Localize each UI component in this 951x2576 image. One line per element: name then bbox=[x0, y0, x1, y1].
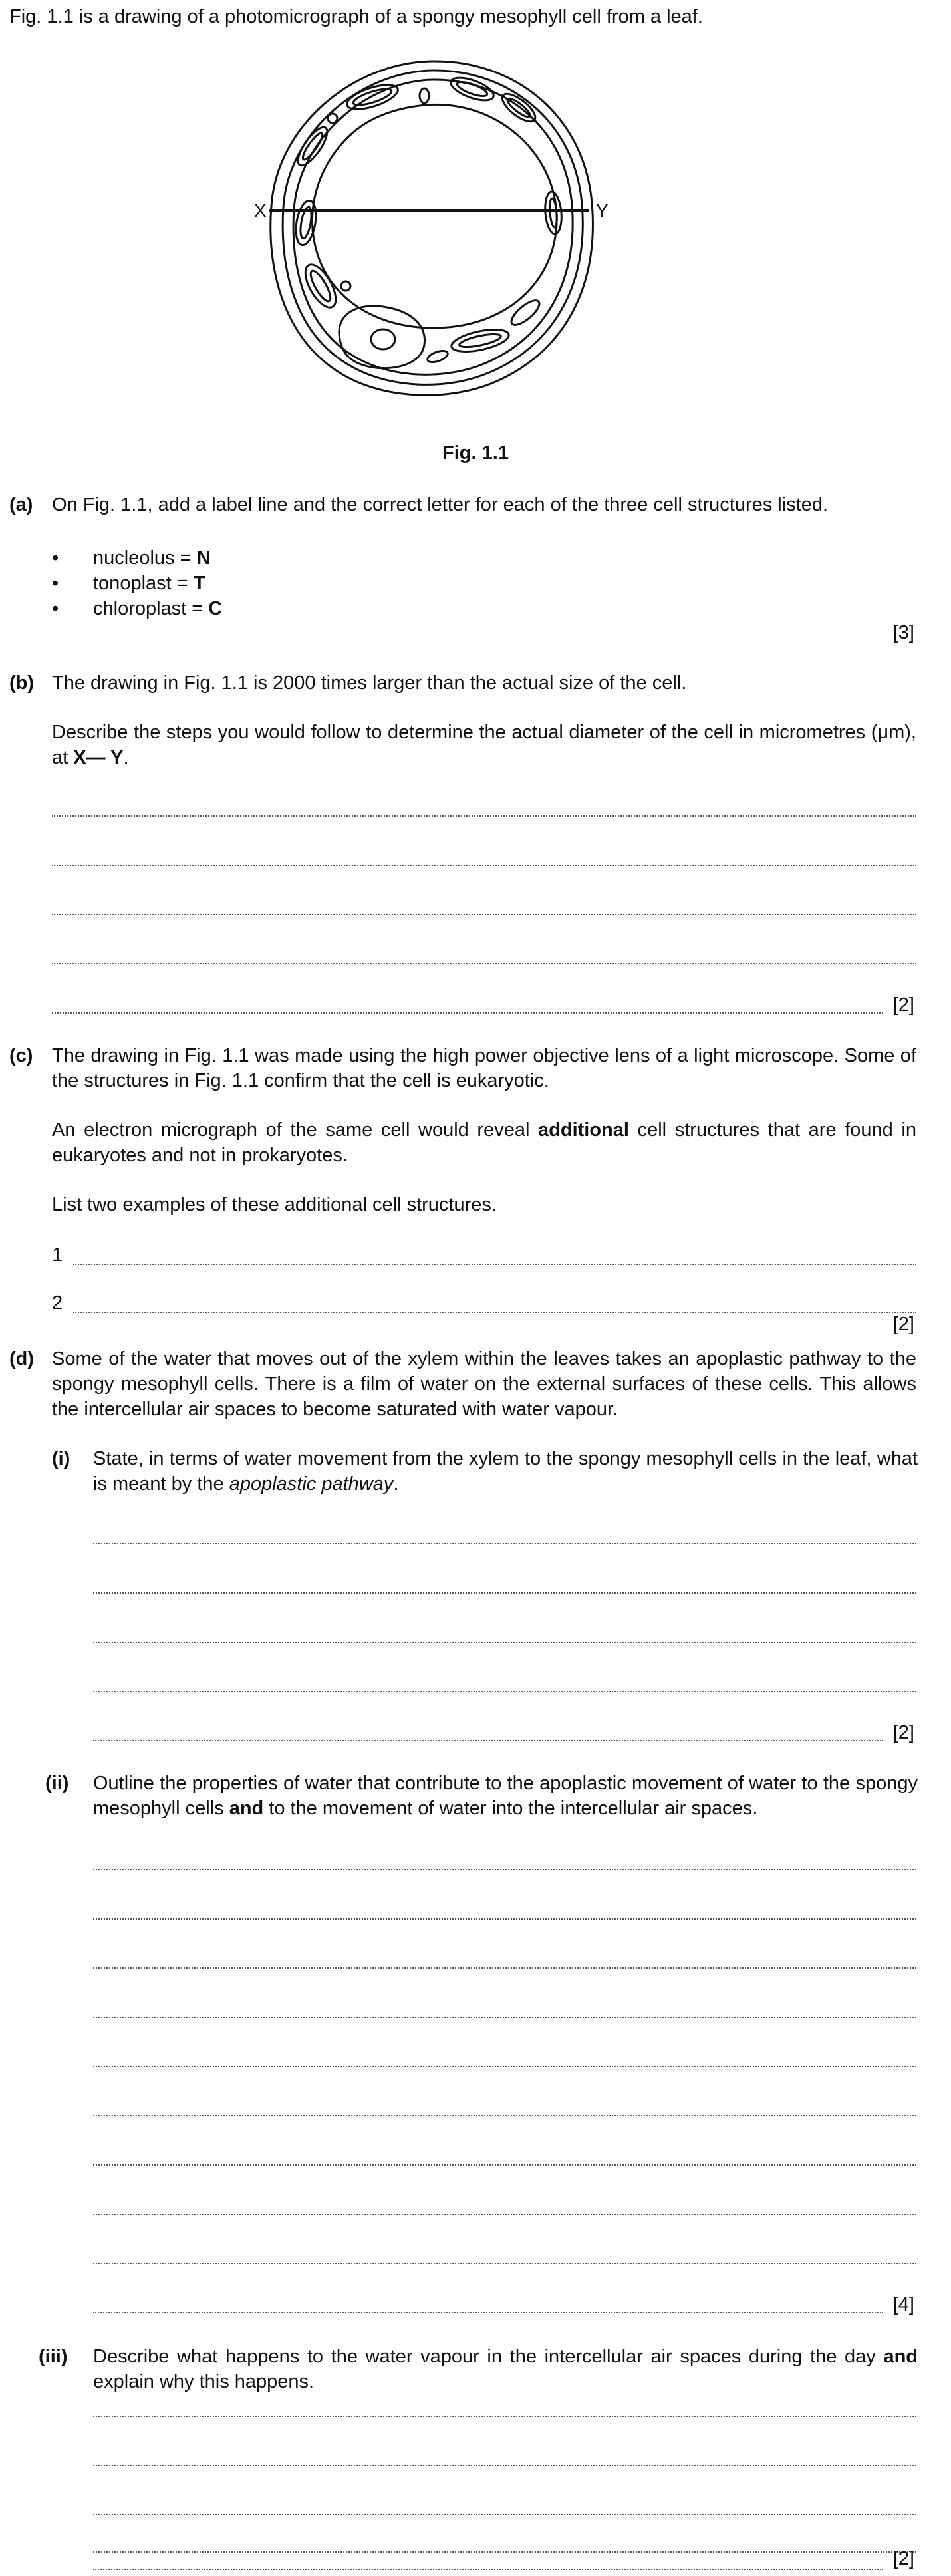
part-d-i-label: (i) bbox=[52, 1448, 70, 1469]
answer-line[interactable] bbox=[93, 2312, 883, 2313]
part-d-iii-marks: [2] bbox=[892, 2548, 914, 2569]
chloroplast bbox=[448, 73, 497, 105]
answer-line[interactable] bbox=[52, 1012, 883, 1014]
bullet-nucleolus: • nucleolus = N bbox=[52, 545, 222, 571]
part-b-text2: Describe the steps you would follow to determine the actual diameter of the cell in micrometres (μm), at X— Y. bbox=[52, 722, 916, 768]
part-d-iii-text: Describe what happens to the water vapour in the intercellular air spaces during the day and explain why this happens. bbox=[93, 2346, 918, 2392]
label-x: X bbox=[254, 200, 267, 221]
nucleolus bbox=[371, 329, 395, 349]
intro-text: Fig. 1.1 is a drawing of a photomicrograph of a spongy mesophyll cell from a leaf. bbox=[9, 6, 703, 27]
part-c-label: (c) bbox=[9, 1045, 33, 1066]
cell-figure bbox=[246, 47, 618, 406]
part-c-line2-number: 2 bbox=[52, 1292, 63, 1314]
chloroplast bbox=[549, 198, 558, 228]
chloroplast bbox=[426, 349, 450, 364]
answer-line[interactable] bbox=[73, 1264, 916, 1265]
part-a-bullet-list bbox=[52, 545, 222, 621]
answer-line[interactable] bbox=[52, 865, 916, 866]
part-a-marks: [3] bbox=[892, 622, 914, 643]
answer-line[interactable] bbox=[93, 2017, 916, 2018]
part-d-i-text: State, in terms of water movement from the xylem to the spongy mesophyll cells in the leaf, what is meant by the apoplastic pathway. bbox=[93, 1448, 918, 1495]
part-c-marks: [2] bbox=[892, 1314, 914, 1335]
part-b-text1: The drawing in Fig. 1.1 is 2000 times larger than the actual size of the cell. bbox=[52, 672, 687, 694]
answer-line[interactable] bbox=[93, 1869, 916, 1870]
answer-line[interactable] bbox=[73, 1312, 916, 1313]
answer-line[interactable] bbox=[93, 2066, 916, 2067]
figure-caption: Fig. 1.1 bbox=[442, 442, 509, 464]
answer-line[interactable] bbox=[93, 1740, 883, 1741]
answer-line[interactable] bbox=[93, 2263, 916, 2264]
answer-line[interactable] bbox=[93, 1543, 916, 1544]
chloroplast bbox=[293, 199, 319, 247]
label-y: Y bbox=[596, 200, 609, 221]
answer-line[interactable] bbox=[93, 2164, 916, 2166]
chloroplast bbox=[456, 79, 489, 99]
nucleus bbox=[339, 306, 425, 368]
part-d-label: (d) bbox=[9, 1348, 35, 1369]
answer-line[interactable] bbox=[52, 914, 916, 915]
answer-line[interactable] bbox=[93, 2551, 916, 2553]
bullet-chloroplast: • chloroplast = C bbox=[52, 596, 222, 621]
chloroplast bbox=[508, 297, 543, 329]
granule bbox=[328, 114, 337, 123]
part-c-text1: The drawing in Fig. 1.1 was made using the high power objective lens of a light microscope. Some of the structures in Fig. 1.1 confirm that the cell is eukaryotic. bbox=[52, 1045, 916, 1091]
part-c-line1-number: 1 bbox=[52, 1244, 63, 1266]
answer-line[interactable] bbox=[52, 815, 916, 817]
answer-line[interactable] bbox=[93, 1592, 916, 1594]
chloroplast bbox=[543, 191, 563, 235]
answer-line[interactable] bbox=[93, 2115, 916, 2116]
answer-line[interactable] bbox=[93, 2465, 916, 2466]
part-c-text2: An electron micrograph of the same cell would reveal additional cell structures that are found in eukaryotes and not in prokaryotes. bbox=[52, 1119, 916, 1166]
answer-line[interactable] bbox=[93, 2514, 916, 2515]
answer-line[interactable] bbox=[93, 1918, 916, 1920]
chloroplast bbox=[307, 268, 334, 303]
part-d-i-marks: [2] bbox=[892, 1722, 914, 1743]
part-d-text: Some of the water that moves out of the xylem within the leaves takes an apoplastic pathway to the spongy mesophyll cells. There is a film of water on the external surfaces of these cells. This allows the intercellular air spaces to become saturated with water vapour. bbox=[52, 1348, 916, 1420]
part-b-marks: [2] bbox=[892, 994, 914, 1016]
bullet-tonoplast: • tonoplast = T bbox=[52, 571, 222, 596]
part-d-ii-marks: [4] bbox=[892, 2294, 914, 2315]
cell-wall-outer bbox=[271, 61, 593, 395]
part-a-text: On Fig. 1.1, add a label line and the correct letter for each of the three cell structures listed. bbox=[52, 494, 829, 515]
part-b-label: (b) bbox=[9, 672, 35, 694]
part-a-label: (a) bbox=[9, 494, 33, 515]
granule bbox=[341, 281, 350, 291]
answer-line[interactable] bbox=[93, 2416, 916, 2417]
granule bbox=[420, 88, 429, 103]
answer-line[interactable] bbox=[93, 1642, 916, 1643]
answer-line[interactable] bbox=[93, 2569, 883, 2570]
answer-line[interactable] bbox=[52, 963, 916, 964]
part-d-ii-label: (ii) bbox=[45, 1773, 69, 1794]
part-d-iii-label: (iii) bbox=[39, 2346, 68, 2367]
part-c-text3: List two examples of these additional cell structures. bbox=[52, 1194, 497, 1215]
chloroplast bbox=[458, 331, 502, 349]
answer-line[interactable] bbox=[93, 1691, 916, 1692]
answer-line[interactable] bbox=[93, 1967, 916, 1969]
answer-line[interactable] bbox=[93, 2214, 916, 2215]
chloroplast bbox=[450, 325, 511, 356]
vacuole-tonoplast bbox=[312, 104, 557, 328]
part-d-ii-text: Outline the properties of water that contribute to the apoplastic movement of water to the spongy mesophyll cells and to the movement of water into the intercellular air spaces. bbox=[93, 1773, 918, 1819]
spongy-mesophyll-cell-drawing bbox=[246, 47, 618, 406]
cell-membrane bbox=[293, 80, 573, 374]
